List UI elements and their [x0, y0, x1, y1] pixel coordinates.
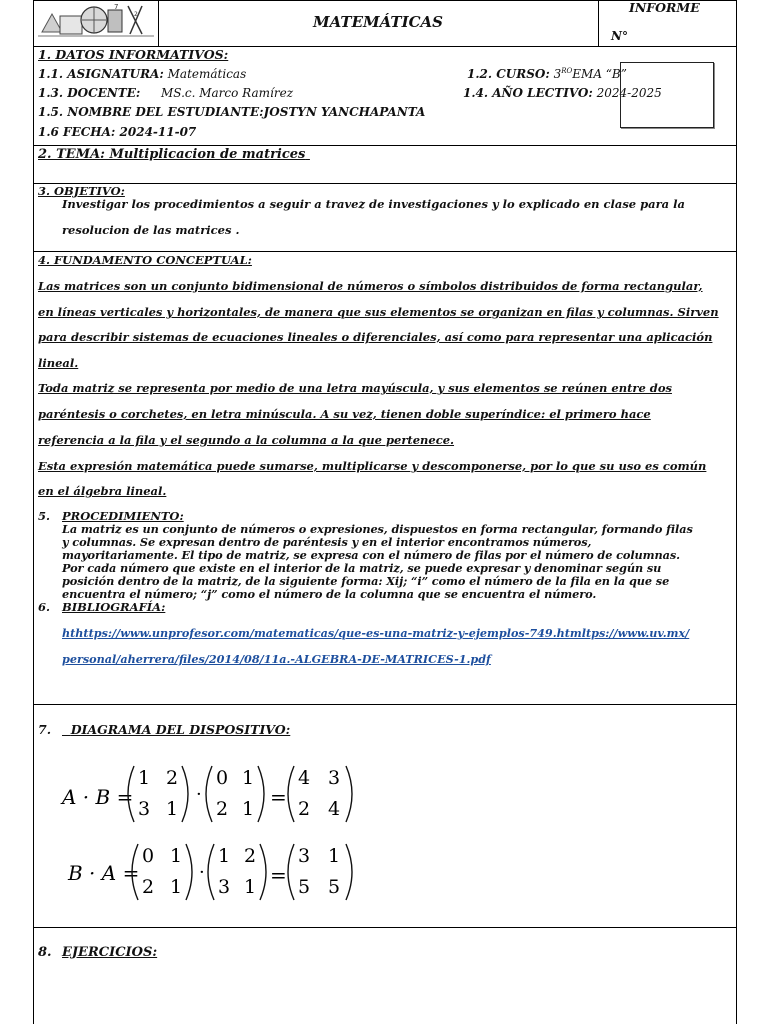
paren [182, 766, 188, 822]
diagrama-number: 7. [38, 722, 52, 737]
objetivo-line-1: Investigar los procedimientos a seguir a travez de investigaciones y lo explicado en clase para la [62, 197, 685, 211]
matrix-cell: 3 [218, 876, 231, 898]
fundamento-line: paréntesis o corchetes, en letra minúscula. A su vez, tienen doble superíndice: el primero hace [38, 407, 651, 421]
fundamento-line: Las matrices son un conjunto bidimensional de números o símbolos distribuidos de forma rectangular, [38, 279, 703, 293]
matrix-diagram [58, 760, 378, 910]
fundamento-heading: 4. FUNDAMENTO CONCEPTUAL: [38, 253, 252, 267]
paren [346, 844, 352, 900]
procedimiento-line: posición dentro de la matriz, de la siguiente forma: Xij; “i” como el número de la fila en la que se [62, 574, 670, 588]
school-logo [38, 2, 154, 40]
paren [288, 766, 294, 822]
tema-heading: 2. TEMA: Multiplicacion de matrices [38, 147, 306, 162]
row-divider-6 [33, 927, 737, 928]
asignatura-value: Matemáticas [167, 67, 247, 81]
matrix-cell: 0 [216, 767, 229, 789]
matrix-cell: 3 [328, 767, 341, 789]
fundamento-line: lineal. [38, 356, 79, 370]
dot: · [199, 862, 205, 883]
matrix-cell: 5 [328, 876, 341, 898]
matrix-cell: 1 [244, 876, 257, 898]
procedimiento-number: 5. [38, 509, 51, 523]
anio-value: 2024-2025 [596, 86, 662, 100]
svg-text:2: 2 [134, 11, 138, 18]
report-number-label: N° [611, 29, 628, 43]
docente-value: MS.c. Marco Ramírez [161, 86, 294, 100]
matrix-cell: 2 [298, 798, 311, 820]
datos-informativos-heading: 1. DATOS INFORMATIVOS: [38, 47, 229, 62]
report-label: INFORME [629, 0, 700, 15]
procedimiento-line: Por cada número que existe en el interior de la matriz, se puede expresar y denominar según su [62, 561, 662, 575]
bibliography-link-1[interactable]: hthttps://www.unprofesor.com/matematicas/que-es-una-matriz-y-ejemplos-749.htmltps://www.uv.mx/ [62, 626, 690, 640]
row-divider-3 [33, 183, 737, 184]
fecha-row: 1.6 FECHA: 2024-11-07 [38, 125, 197, 139]
asignatura-row [38, 67, 246, 81]
fundamento-line: Esta expresión matemática puede sumarse, multiplicarse y descomponerse, por lo que su uso es común [38, 459, 707, 473]
bibliografia-heading: BIBLIOGRAFÍA: [62, 600, 166, 614]
matrix-cell: 2 [216, 798, 229, 820]
procedimiento-line: mayoritariamente. El tipo de matriz, se expresa con el número de filas por el número de columnas. [62, 548, 680, 562]
svg-text:7: 7 [114, 3, 119, 11]
paren [258, 766, 264, 822]
matrix-cell: 1 [242, 798, 255, 820]
curso-label: 1.2. CURSO: [467, 67, 550, 81]
row-divider-5 [33, 704, 737, 705]
matrix-cell: 1 [218, 845, 231, 867]
matrix-cell: 1 [170, 876, 183, 898]
matrix-cell: 4 [328, 798, 341, 820]
equals: = [270, 863, 287, 887]
paren [208, 844, 214, 900]
matrix-cell: 2 [166, 767, 179, 789]
estudiante-row: 1.5. NOMBRE DEL ESTUDIANTE:JOSTYN YANCHAPANTA [38, 105, 426, 119]
matrix-cell: 2 [142, 876, 155, 898]
matrix-cell: 1 [138, 767, 151, 789]
anio-label: 1.4. AÑO LECTIVO: [463, 86, 593, 100]
table-border-left [33, 0, 34, 1024]
matrix-cell: 3 [298, 845, 311, 867]
matrix-cell: 4 [298, 767, 311, 789]
table-border-right [736, 0, 737, 1024]
paren [288, 844, 294, 900]
matrix-cell: 0 [142, 845, 155, 867]
matrix-cell: 3 [138, 798, 151, 820]
procedimiento-line: encuentra el número; “j” como el número de la columna que se encuentra el número. [62, 587, 597, 601]
procedimiento-line: y columnas. Se expresan dentro de paréntesis y en el interior encontramos números, [62, 535, 592, 549]
ejercicios-number: 8. [38, 945, 52, 960]
paren [346, 766, 352, 822]
fundamento-line: en líneas verticales y horizontales, de manera que sus elementos se organizan en filas y columnas. Sirven [38, 305, 719, 319]
procedimiento-heading: PROCEDIMIENTO: [62, 509, 184, 523]
paren [260, 844, 266, 900]
procedimiento-line: La matriz es un conjunto de números o expresiones, dispuestos en forma rectangular, formando filas [62, 522, 693, 536]
matrix-cell: 1 [328, 845, 341, 867]
fundamento-line: referencia a la fila y el segundo a la columna a la que pertenece. [38, 433, 455, 447]
diagrama-heading: DIAGRAMA DEL DISPOSITIVO: [70, 722, 291, 737]
matrix-cell: 5 [298, 876, 311, 898]
objetivo-heading: 3. OBJETIVO: [38, 184, 125, 198]
page-title: MATEMÁTICAS [312, 13, 444, 31]
bibliography-link-2[interactable]: personal/aherrera/files/2014/08/11a.-ALGEBRA-DE-MATRICES-1.pdf [62, 652, 491, 666]
curso-value: $3^{RO}EMA$ “B” [553, 67, 627, 81]
dot: · [196, 784, 202, 805]
matrix-cell: 1 [242, 767, 255, 789]
row-divider-2 [33, 145, 737, 146]
bibliografia-number: 6. [38, 600, 51, 614]
eq2-lhs: B · A = [68, 861, 140, 885]
fundamento-line: para describir sistemas de ecuaciones lineales o diferenciales, así como para representar una aplicación [38, 330, 713, 344]
equals: = [270, 785, 287, 809]
objetivo-line-2: resolucion de las matrices . [62, 223, 240, 237]
paren [206, 766, 212, 822]
docente-label: 1.3. DOCENTE: [38, 86, 141, 100]
curso-row [467, 67, 627, 81]
photo-box [620, 62, 714, 128]
header-divider-right [598, 0, 599, 46]
paren [186, 844, 192, 900]
matrix-cell: 2 [244, 845, 257, 867]
matrix-cell: 1 [170, 845, 183, 867]
eq1-lhs: A · B = [62, 785, 134, 809]
row-divider-4 [33, 251, 737, 252]
fundamento-line: Toda matriz se representa por medio de una letra mayúscula, y sus elementos se reúnen entre dos [38, 381, 672, 395]
asignatura-label: 1.1. ASIGNATURA: [38, 67, 164, 81]
fundamento-line: en el álgebra lineal. [38, 484, 167, 498]
docente-row [38, 86, 140, 100]
ejercicios-heading: EJERCICIOS: [62, 945, 158, 960]
matrix-cell: 1 [166, 798, 179, 820]
